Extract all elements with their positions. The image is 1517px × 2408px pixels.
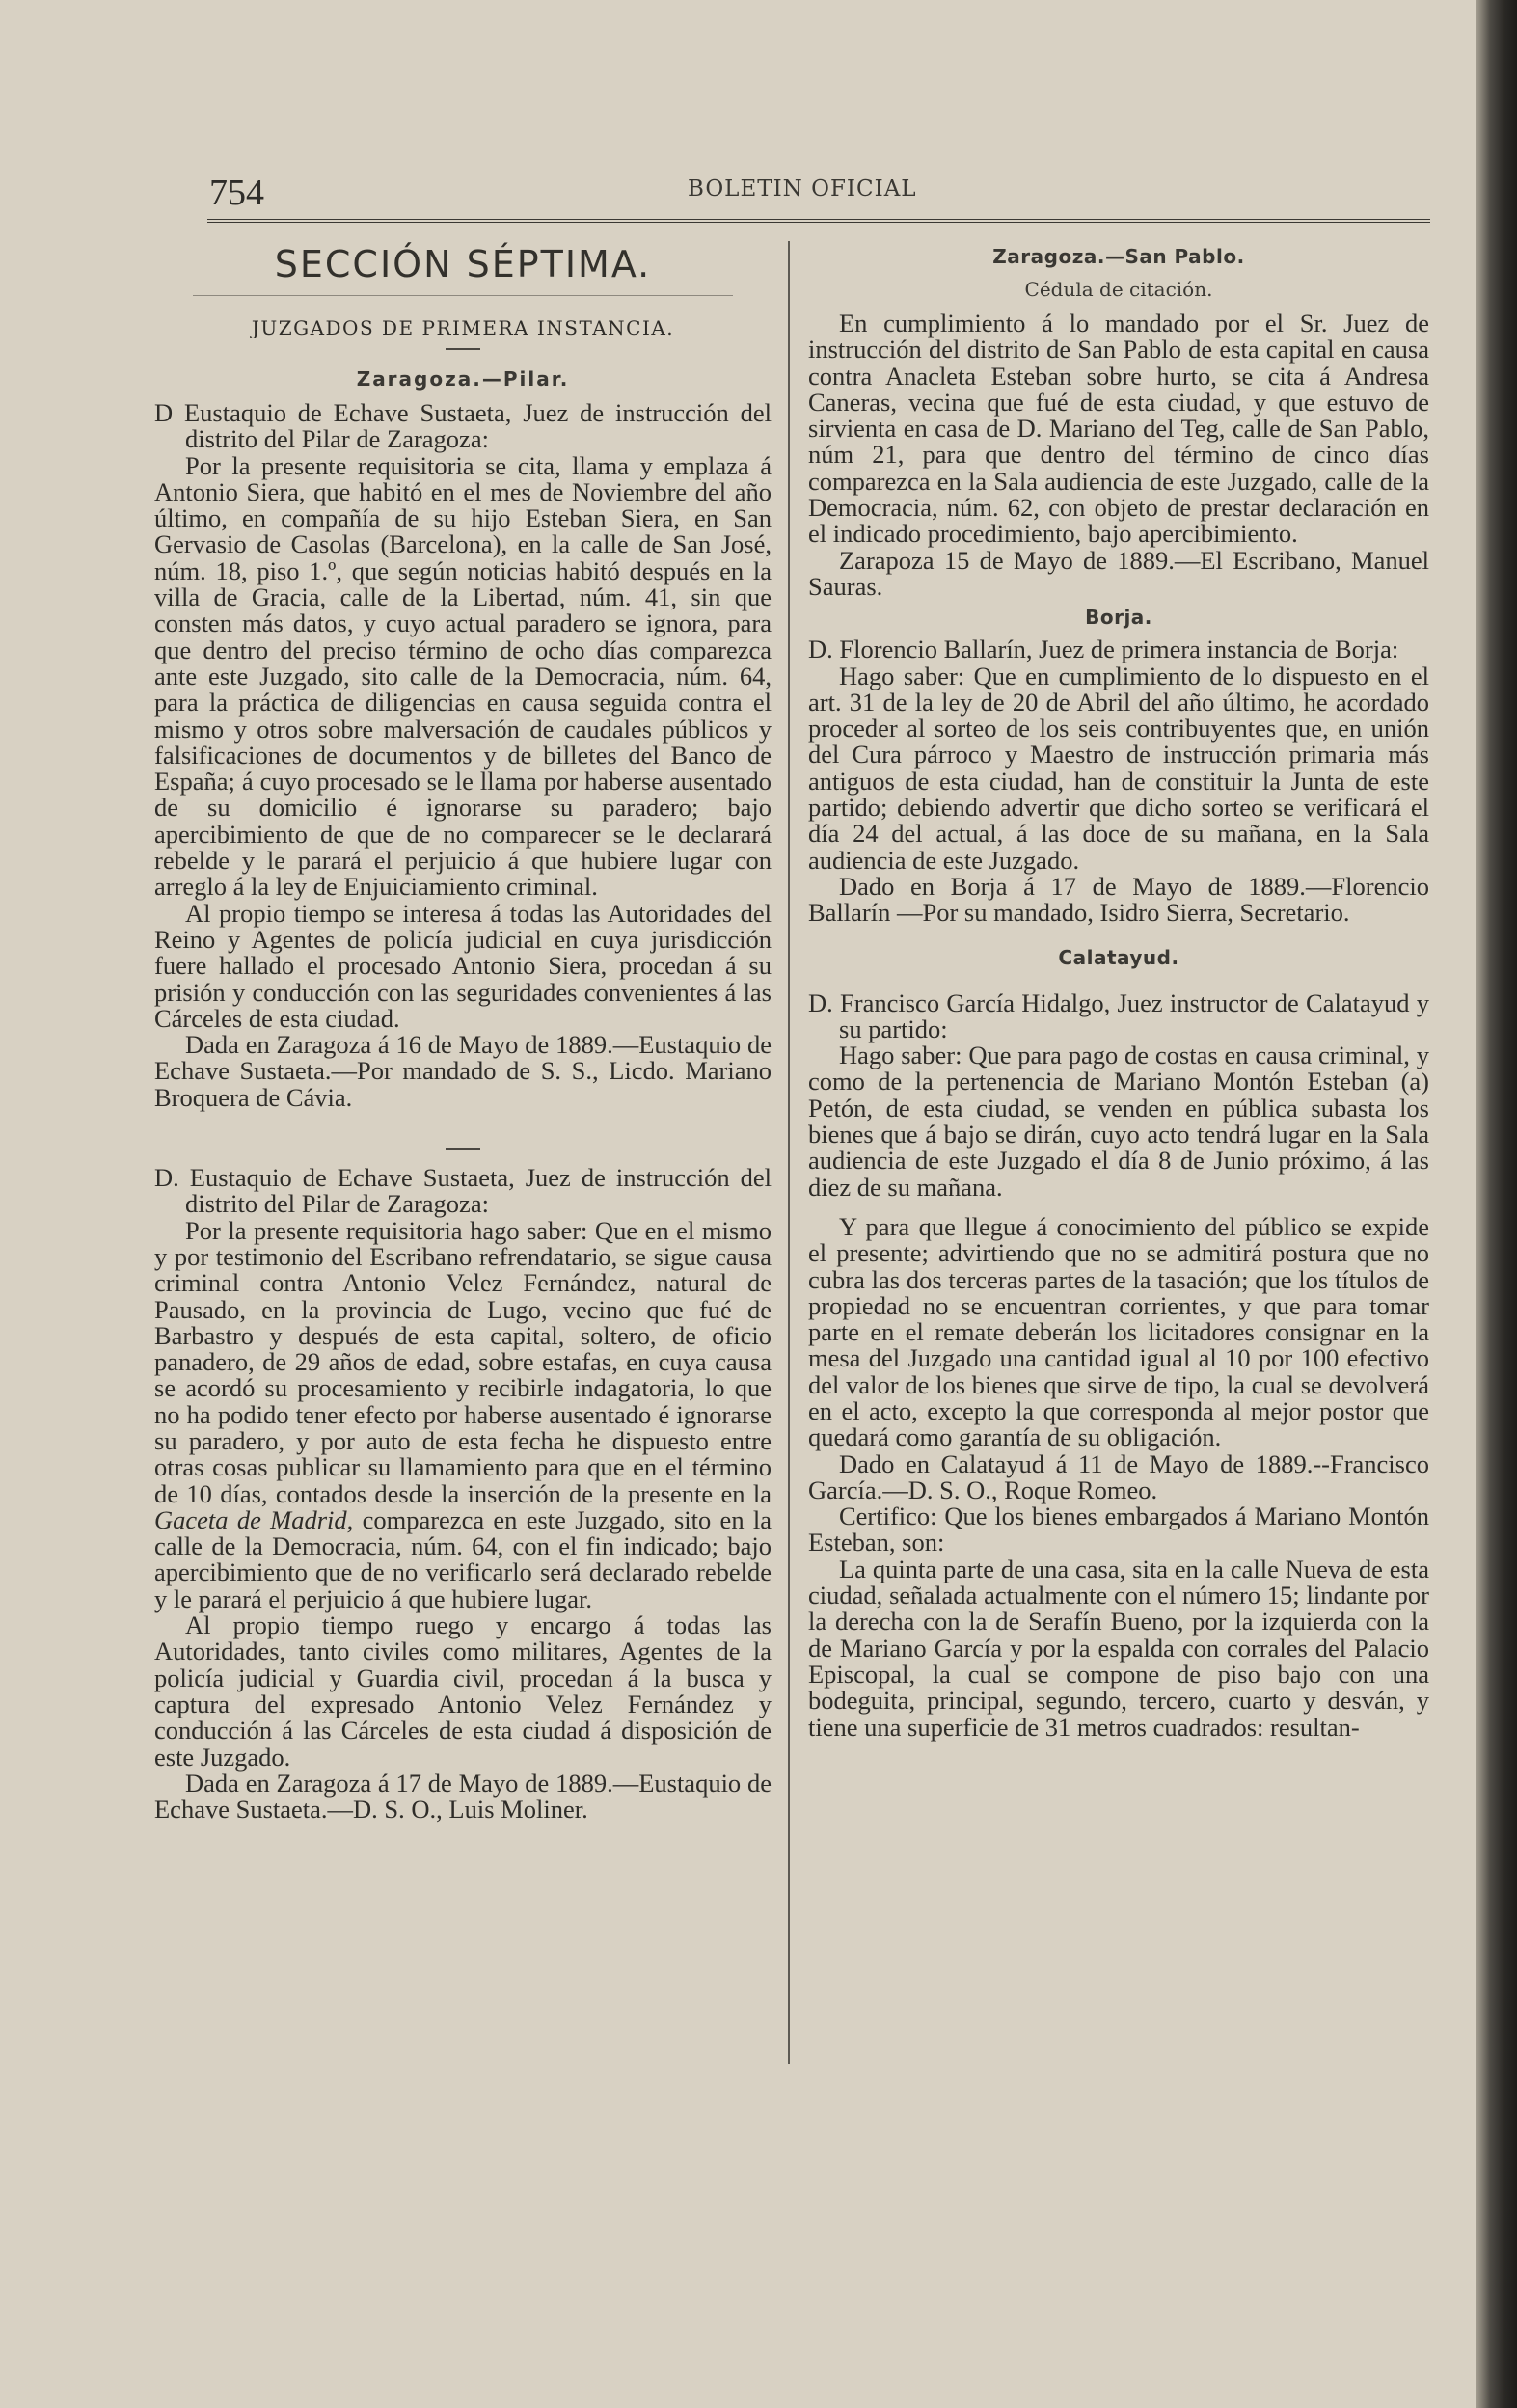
right-column bbox=[808, 239, 1429, 1741]
spacer bbox=[808, 927, 1429, 940]
notice-text: Por la presente requisitoria hago saber: Que en el mismo y por testimonio del Escribano refrendatario, se sigue causa criminal contra Antonio Velez Fernández, natural de Pausado, en la provincia de Lugo, vecino que fué de Barbastro y después de esta capital, soltero, de oficio panadero, de 29 años de edad, sobre estafas, en cuya causa se acordó su procesamiento y recibirle indagatoria, lo que no ha podido tener efecto por haberse ausentado é ignorarse su paradero, y por auto de esta fecha he dispuesto entre otras cosas publicar su llamamiento para que en el término de 10 días, contados desde la inserción de la presente en la bbox=[154, 1215, 772, 1508]
notice-paragraph: D Eustaquio de Echave Sustaeta, Juez de instrucción del distrito del Pilar de Zaragoza: bbox=[154, 398, 772, 454]
notice-paragraph: D. Florencio Ballarín, Juez de primera instancia de Borja: bbox=[808, 635, 1399, 664]
page-number: 754 bbox=[209, 173, 264, 213]
notice-paragraph: Al propio tiempo se interesa á todas las Autoridades del Reino y Agentes de policía judicial en cuya jurisdicción fuere hallado el procesado Antonio Siera, procedan á su prisión y conducción con las seguridades convenientes á las Cárceles de esta ciudad. bbox=[154, 898, 772, 1033]
place-heading-san-pablo: Zaragoza.—San Pablo. bbox=[992, 245, 1245, 268]
separator-dash bbox=[446, 348, 480, 350]
running-title: BOLETIN OFICIAL bbox=[688, 176, 917, 202]
notice-signature: Dado en Borja á 17 de Mayo de 1889.—Florencio Ballarín —Por su mandado, Isidro Sierra, Secretario. bbox=[808, 871, 1429, 928]
place-heading-calatayud: Calatayud. bbox=[1058, 945, 1179, 969]
notice-signature: Zarapoza 15 de Mayo de 1889.—El Escribano, Manuel Sauras. bbox=[808, 545, 1429, 601]
notice-paragraph: Hago saber: Que en cumplimiento de lo dispuesto en el art. 31 de la ley de 20 de Abril del año último, he acordado proceder al sorteo de los seis contribuyentes que, en unión del Cura párroco y Maestro de instrucción primaria más antiguos de esta ciudad, han de constituir la Junta de este partido; debiendo advertir que dicho sorteo se verificará el día 24 del actual, á las doce de su mañana, en la Sala audiencia de este Juzgado. bbox=[808, 661, 1429, 875]
notice-paragraph: Y para que llegue á conocimiento del público se expide el presente; advirtiendo que no se admitirá postura que no cubra las dos terceras partes de la tasación; que los títulos de propiedad no se encuentran corrientes, y que para tomar parte en el remate deberán los licitadores consignar en la mesa del Juzgado una cantidad igual al 10 por 100 efectivo del valor de los bienes que sirve de tipo, la cual se devolverá en el acto, excepto la que corresponda al mejor postor que quedará como garantía de su obligación. bbox=[808, 1211, 1429, 1452]
notice-paragraph: Por la presente requisitoria se cita, llama y emplaza á Antonio Siera, que habitó en el mes de Noviembre del año último, en compañía de su hijo Esteban Siera, en San Gervasio de Casolas (Barcelona), en la calle de San José, núm. 18, piso 1.º, que según noticias habitó después en la villa de Gracia, calle de la Libertad, núm. 41, sin que consten más datos, y cuyo actual paradero se ignora, para que dentro del preciso término de ocho días comparezca ante este Juzgado, sito calle de la Democracia, núm. 64, para la práctica de diligencias en causa seguida contra el mismo y otros sobre malversación de caudales públicos y falsificaciones de documentos y de billetes del Banco de España; á cuyo procesado se le llama por haberse ausentado de su domicilio é ignorarse su paradero; bajo apercibimiento de que de no comparecer se le declarará rebelde y le parará el perjuicio á que hubiere lugar con arreglo á la ley de Enjuiciamiento criminal. bbox=[154, 450, 772, 902]
notice-paragraph: En cumplimiento á lo mandado por el Sr. Juez de instrucción del distrito de San Pablo de esta capital en causa contra Anacleta Esteban sobre hurto, se cita á Andresa Caneras, vecina que fué de esta ciudad, y que estuvo de sirvienta en casa de D. Mariano del Teg, calle de San Pablo, núm 21, para que dentro del término de cinco días comparezca en la Sala audiencia de este Juzgado, calle de la Democracia, núm. 62, con objeto de prestar declaración en el indicado procedimiento, bajo apercibimiento. bbox=[808, 309, 1429, 549]
notice-paragraph bbox=[154, 1215, 772, 1613]
notice-paragraph: D. Eustaquio de Echave Sustaeta, Juez de instrucción del distrito del Pilar de Zaragoza: bbox=[154, 1163, 772, 1219]
book-spine bbox=[1476, 0, 1517, 2408]
notice-signature: Dada en Zaragoza á 17 de Mayo de 1889.—Eustaquio de Echave Sustaeta.—D. S. O., Luis Moliner. bbox=[154, 1768, 772, 1825]
cedula-heading: Cédula de citación. bbox=[1024, 278, 1213, 301]
notice-paragraph: Hago saber: Que para pago de costas en causa criminal, y como de la pertenencia de Mariano Montón Esteban (a) Petón, de esta ciudad, se venden en pública subasta los bienes que á bajo se dirán, cuyo acto tendrá lugar en la Sala audiencia de este Juzgado el día 8 de Junio próximo, á las diez de su mañana. bbox=[808, 1041, 1429, 1202]
place-heading-pilar: Zaragoza.—Pilar. bbox=[356, 367, 570, 391]
column-divider bbox=[788, 241, 790, 2064]
notice-paragraph: La quinta parte de una casa, sita en la calle Nueva de esta ciudad, señalada actualmente con el número 15; lindante por la derecha con la de Serafín Bueno, por la izquierda con la de Mariano García y por la espalda con corrales del Palacio Episcopal, la cual se compone de piso bajo con una bodeguita, principal, segundo, tercero, cuarto y desván, y tiene una superficie de 31 metros cuadrados: resultan- bbox=[808, 1554, 1429, 1742]
section-title: SECCIÓN SÉPTIMA. bbox=[274, 243, 652, 285]
left-column bbox=[154, 243, 772, 1823]
notice-paragraph: Certifico: Que los bienes embargados á Mariano Montón Esteban, son: bbox=[808, 1502, 1429, 1557]
notice-paragraph: Al propio tiempo ruego y encargo á todas las Autoridades, tanto civiles como militares, Agentes de la policía judicial y Guardia civil, procedan á la busca y captura del expresado Antonio Velez Fernández y conducción á las Cárceles de esta ciudad á disposición de este Juzgado. bbox=[154, 1610, 772, 1772]
notice-text: comparezca en este Juzgado, sito en la calle de la Democracia, núm. 64, con el fin indicado; bajo apercibimiento que de no verificarlo será declarado rebelde y le parará el perjuicio á que hubiere lugar. bbox=[154, 1504, 772, 1613]
place-heading-borja: Borja. bbox=[1085, 606, 1152, 630]
header-rule bbox=[207, 219, 1430, 223]
notice-signature: Dado en Calatayud á 11 de Mayo de 1889.--Francisco García.—D. S. O., Roque Romeo. bbox=[808, 1448, 1429, 1504]
separator-dash bbox=[446, 1148, 480, 1150]
spacer bbox=[154, 1111, 772, 1142]
section-rule bbox=[193, 295, 733, 296]
notice-paragraph: D. Francisco García Hidalgo, Juez instructor de Calatayud y su partido: bbox=[808, 988, 1429, 1043]
notice-signature: Dada en Zaragoza á 16 de Mayo de 1889.—Eustaquio de Echave Sustaeta.—Por mandado de S. S., Licdo. Mariano Broquera de Cávia. bbox=[154, 1030, 772, 1112]
gazette-name: Gaceta de Madrid, bbox=[154, 1504, 354, 1534]
subsection-heading: JUZGADOS DE PRIMERA INSTANCIA. bbox=[251, 316, 675, 339]
